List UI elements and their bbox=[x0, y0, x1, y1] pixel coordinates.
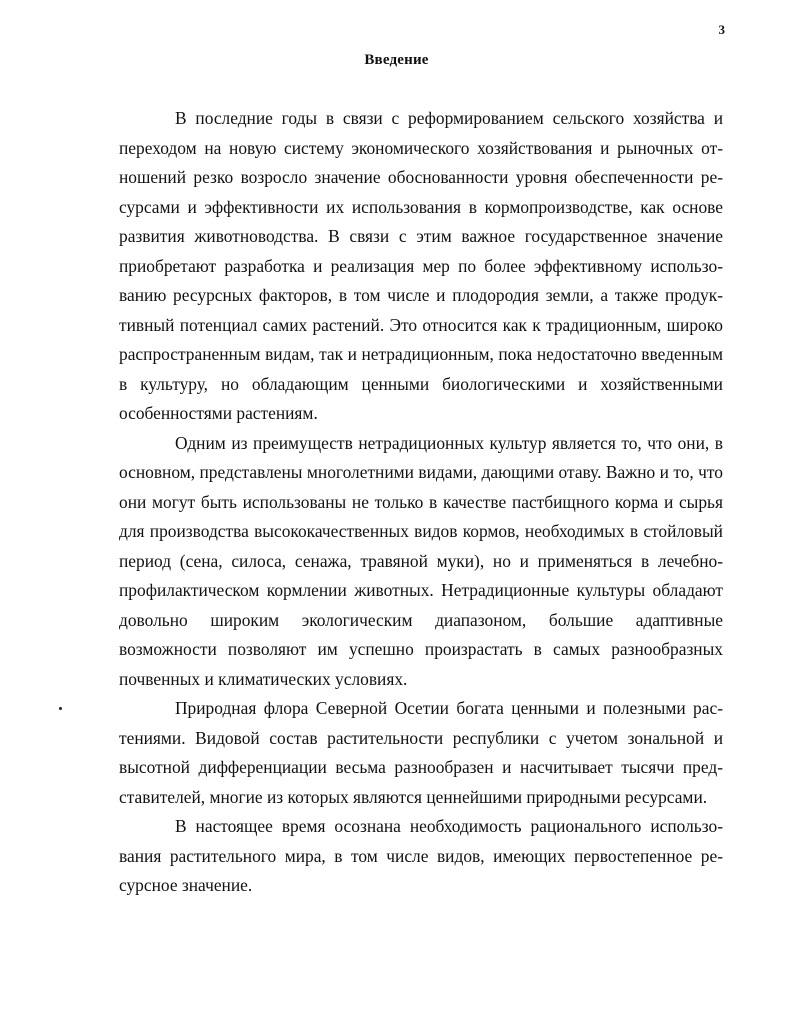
paragraph-4: В настоящее время осознана необходимость рационального использования растительного мира, в том числе видов, имеющих первостепенное ресурсное значение. bbox=[119, 816, 723, 895]
paragraph-2: Одним из преимуществ нетрадиционных культур является то, что они, в основном, представлены многолетними видами, дающими отаву. Важно и то, что они могут быть использованы не только в качестве пастбищного корма и сырья для производства высококачественных видов кормов, необходимых в стойловый период (сена, силоса, сенажа, травяной муки), но и применяться в лечебно-профилактическом кормлении животных. Нетрадиционные культуры обладают довольно широким экологическим диапазоном, большие адаптивные возможности позволяют им успешно произрастать в самых разнообразных почвенных и климатических условиях. bbox=[119, 432, 723, 689]
scan-speck bbox=[59, 707, 62, 710]
paragraph-3: Природная флора Северной Осетии богата ценными и полезными растениями. Видовой состав растительности республики с учетом зональной и высотной дифференциации весьма разнообразен и насчитывает тысячи представителей, многие из которых являются ценнейшими природными ресурсами. bbox=[119, 698, 723, 807]
page-title: Введение bbox=[364, 52, 429, 68]
paragraph-1: В последние годы в связи с реформированием сельского хозяйства и переходом на новую систему экономического хозяйствования и рыночных отношений резко возросло значение обоснованности уровня обеспеченности ресурсами и эффективности их использования в кормопроизводстве, как основе развития животноводства. В связи с этим важное государственное значение приобретают разработка и реализация мер по более эффективному использованию ресурсных факторов, в том числе и плодородия земли, а также продуктивный потенциал самих растений. Это относится как к традиционным, широко распространенным видам, так и нетрадиционным, пока недостаточно введенным в культуру, но обладающим ценными биологическими и хозяйственными особенностями растениям. bbox=[119, 108, 723, 423]
page-number: 3 bbox=[718, 22, 725, 37]
document-body bbox=[119, 104, 723, 901]
